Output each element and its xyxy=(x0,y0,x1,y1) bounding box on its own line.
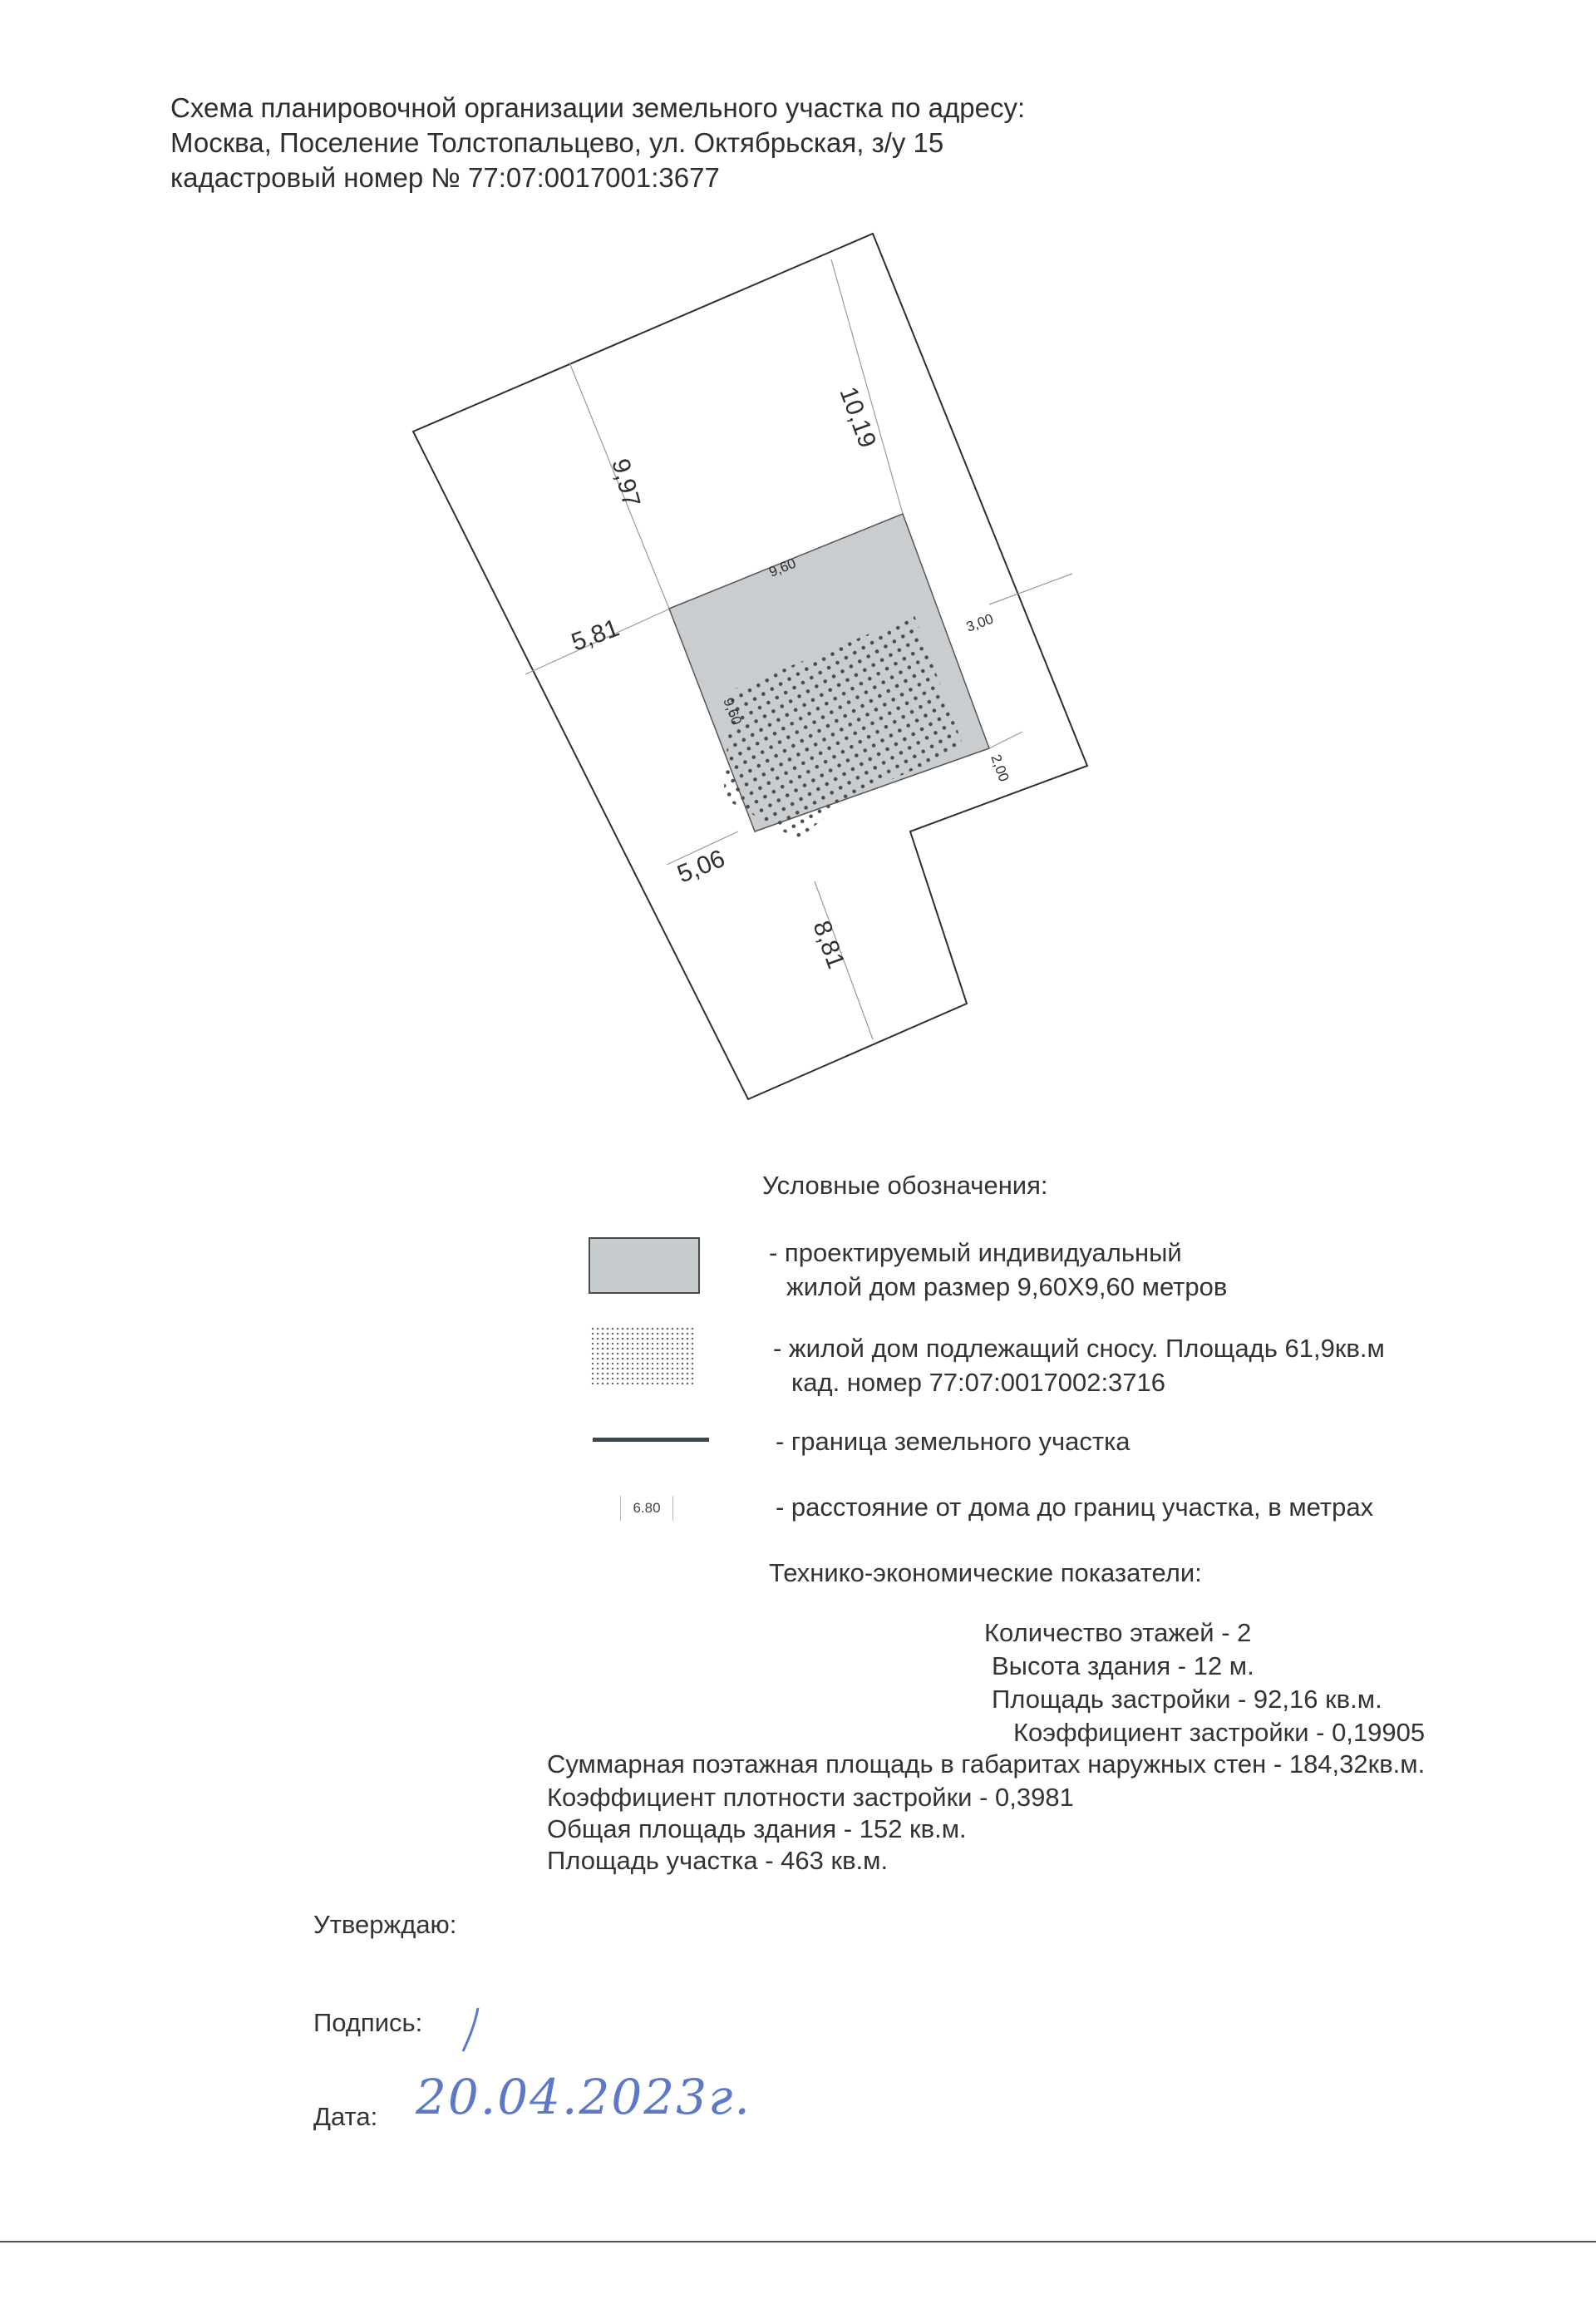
site-plan-drawing xyxy=(0,0,1596,1114)
bottom-rule xyxy=(0,2241,1596,2242)
signature-mark xyxy=(453,2000,503,2058)
dim-house-top: 9,60 xyxy=(766,555,799,580)
indicator-total-area: Общая площадь здания - 152 кв.м. xyxy=(547,1814,967,1843)
dim-10-19: 10,19 xyxy=(834,383,882,451)
legend-dim-sample: 6.80 xyxy=(620,1496,673,1521)
indicator-floors: Количество этажей - 2 xyxy=(984,1618,1252,1647)
dim-5-81: 5,81 xyxy=(568,614,623,657)
legend-item4: - расстояние от дома до границ участка, в метрах xyxy=(776,1492,1374,1522)
legend-item3: - граница земельного участка xyxy=(776,1427,1130,1456)
dim-9-97: 9,97 xyxy=(606,456,646,511)
title-line-1: Схема планировочной организации земельного участка по адресу: xyxy=(170,92,1026,123)
legend-swatch-proposed xyxy=(589,1237,700,1294)
legend-line-boundary xyxy=(593,1438,709,1442)
indicators-title: Технико-экономические показатели: xyxy=(769,1558,1202,1587)
indicator-plot-area: Площадь участка - 463 кв.м. xyxy=(547,1846,889,1875)
dim-house-left: 9,60 xyxy=(720,695,745,728)
legend-item1-line1: - проектируемый индивидуальный xyxy=(769,1238,1182,1267)
dim-2-00: 2,00 xyxy=(988,752,1012,784)
indicator-coverage-ratio: Коэффициент застройки - 0,19905 xyxy=(1013,1718,1426,1747)
approve-label: Утверждаю: xyxy=(313,1910,457,1939)
legend-swatch-demolish xyxy=(590,1326,697,1384)
dim-5-06: 5,06 xyxy=(673,845,729,889)
dim-3-00: 3,00 xyxy=(963,610,996,635)
legend-item2-line2: кад. номер 77:07:0017002:3716 xyxy=(791,1368,1166,1397)
legend-item1-line2: жилой дом размер 9,60Х9,60 метров xyxy=(786,1272,1228,1301)
indicator-density-ratio: Коэффициент плотности застройки - 0,3981 xyxy=(547,1783,1074,1812)
date-label: Дата: xyxy=(313,2102,378,2131)
date-handwritten: 20.04.2023г. xyxy=(416,2069,751,2125)
indicator-height: Высота здания - 12 м. xyxy=(992,1651,1254,1680)
title-line-2: Москва, Поселение Толстопальцево, ул. Октябрьская, з/у 15 xyxy=(170,127,944,158)
dim-8-81: 8,81 xyxy=(807,917,850,973)
legend-title: Условные обозначения: xyxy=(762,1171,1048,1200)
title-line-3: кадастровый номер № 77:07:0017001:3677 xyxy=(170,162,720,193)
indicator-building-area: Площадь застройки - 92,16 кв.м. xyxy=(992,1685,1382,1714)
signature-label: Подпись: xyxy=(313,2008,423,2037)
indicator-total-floor-area: Суммарная поэтажная площадь в габаритах наружных стен - 184,32кв.м. xyxy=(547,1749,1426,1779)
legend-item2-line1: - жилой дом подлежащий сносу. Площадь 61,9кв.м xyxy=(773,1334,1385,1363)
